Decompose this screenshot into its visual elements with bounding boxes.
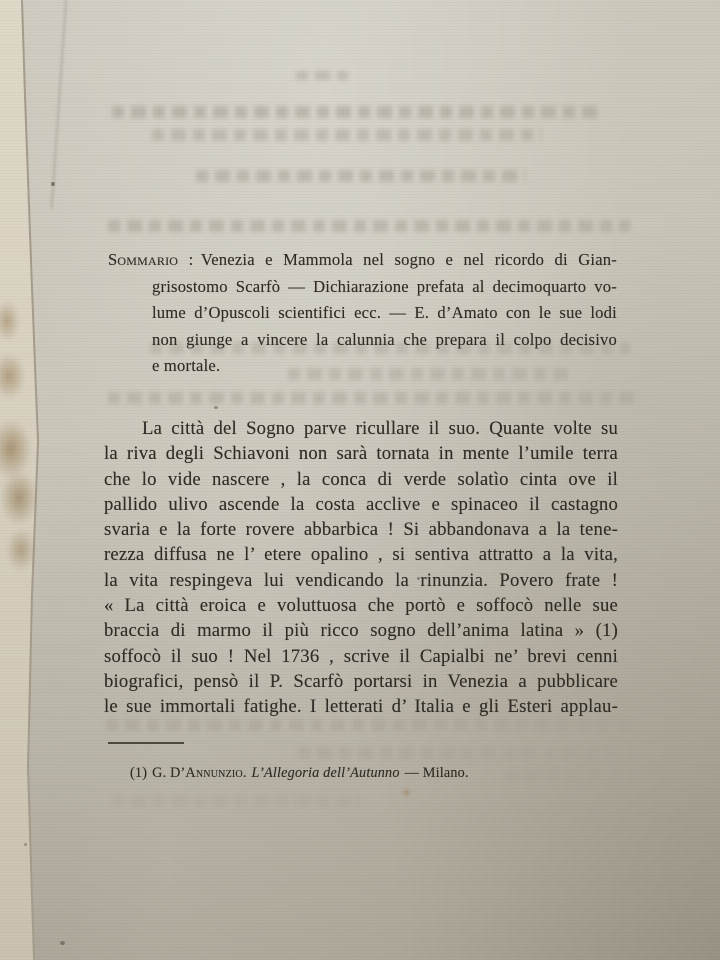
body-line: svaria e la forte rovere abbarbica ! Si abbandonava a la tene- [104,519,618,541]
body-line: la riva degli Schiavoni non sarà tornata in mente l’umile terra [104,443,618,465]
speck [60,941,65,945]
body-line: « La città eroica e voluttuosa che portò e soffocò nelle sue [104,595,618,617]
bleed-through-line [108,220,630,232]
sommario-line: e mortale. [152,356,221,376]
body-line: le sue immortali fatighe. I letterati d’ Italia e gli Esteri applau- [104,696,618,718]
body-line: La città del Sogno parve ricullare il suo. Quante volte su [142,418,618,439]
bleed-through-page-number [296,71,348,80]
body-line: pallido ulivo ascende la costa acclive e spinaceo il castagno [104,493,618,515]
footnote-marker: (1) [130,765,148,781]
body-line: soffocò il suo ! Nel 1736 , scrive il Capialbi ne’ brevi cenni [104,645,618,667]
speck [214,406,218,409]
body-line: biografici, pensò il P. Scarfò portarsi in Venezia a pubblicare [104,670,618,692]
body-line: braccia di marmo il più ricco sogno dell’anima latina » (1) [104,620,618,642]
footnote-author: G. D’Annunzio. [152,765,247,781]
sommario-line: grisostomo Scarfò — Dichiarazione prefata al decimoquarto vo- [152,276,617,296]
body-line: la vita respingeva lui vendicando la rinunzia. Povero frate ! [104,569,618,591]
bleed-through-line [108,392,642,404]
sommario-line [108,247,617,274]
speck [51,182,55,186]
stain [6,528,36,572]
body-line: che lo vide nascere , la conca di verde solatìo cinta ove il [104,468,618,490]
footnote-rule [108,742,184,744]
stain [402,788,411,797]
speck [24,843,27,846]
sommario-block [108,247,617,380]
footnote [130,764,600,783]
paper-crease [51,0,68,209]
bleed-through-line [106,719,636,731]
bleed-through-line [112,795,362,807]
sommario-line: lume d’Opuscoli scientifici ecc. — E. d’Amato con le sue lodi [152,303,617,323]
footnote-place: — Milano. [404,765,469,781]
footnote-title: L’Allegoria dell’Autunno [251,765,400,781]
sommario-label: Sommario : [108,250,194,269]
bleed-through-line [196,170,526,182]
stain [0,470,38,526]
bleed-through-line [112,106,598,118]
body-line: rezza diffusa ne l’ etere opalino , si sentiva attratto a la vita, [104,544,618,566]
body-paragraph [104,416,618,720]
sommario-text: Venezia e Mammola nel sogno e nel ricordo di Gian- [200,250,617,269]
bleed-through-line [298,747,642,759]
sommario-line: non giunge a vincere la calunnia che prepara il colpo decisivo [152,329,617,349]
bleed-through-line [152,129,542,141]
